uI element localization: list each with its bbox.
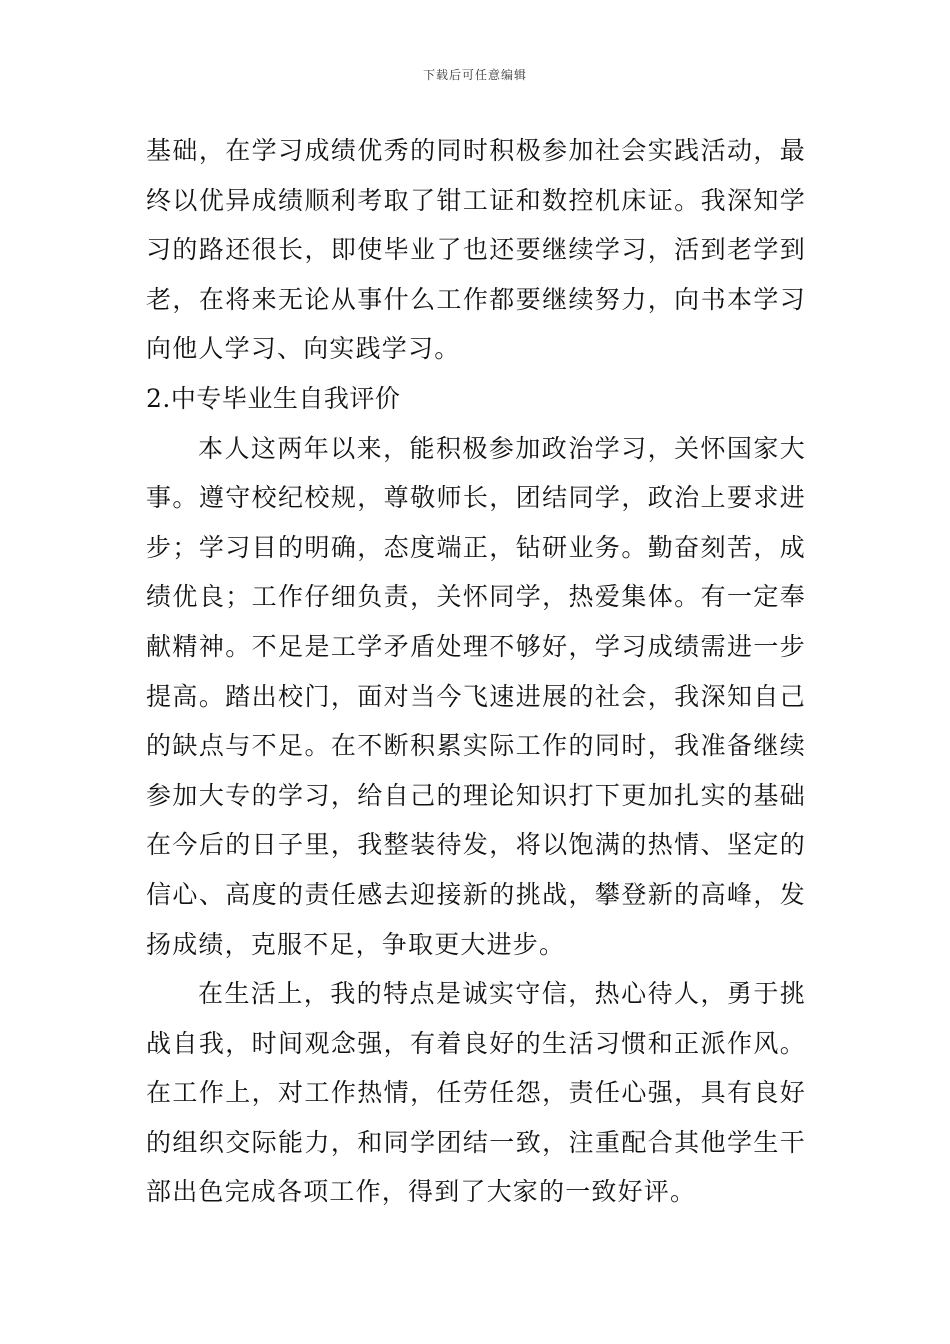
- document-body: [146, 126, 806, 1217]
- section-heading: 2.中专毕业生自我评价: [146, 383, 401, 413]
- paragraph-continuation: 基础，在学习成绩优秀的同时积极参加社会实践活动，最终以优异成绩顺利考取了钳工证和数控机床证。我深知学习的路还很长，即使毕业了也还要继续学习，活到老学到老，在将来无论从事什么工作都要继续努力，向书本学习向他人学习、向实践学习。: [146, 136, 806, 364]
- paragraph-self-evaluation: 本人这两年以来，能积极参加政治学习，关怀国家大事。遵守校纪校规，尊敬师长，团结同学，政治上要求进步；学习目的明确，态度端正，钻研业务。勤奋刻苦，成绩优良；工作仔细负责，关怀同学，热爱集体。有一定奉献精神。不足是工学矛盾处理不够好，学习成绩需进一步提高。踏出校门，面对当今飞速进展的社会，我深知自己的缺点与不足。在不断积累实际工作的同时，我准备继续参加大专的学习，给自己的理论知识打下更加扎实的基础在今后的日子里，我整装待发，将以饱满的热情、坚定的信心、高度的责任感去迎接新的挑战，攀登新的高峰，发扬成绩，克服不足，争取更大进步。: [146, 433, 806, 959]
- page-header: 下载后可任意编辑: [422, 68, 527, 82]
- paragraph-life-and-work: 在生活上，我的特点是诚实守信，热心待人，勇于挑战自我，时间观念强，有着良好的生活习惯和正派作风。在工作上，对工作热情，任劳任怨，责任心强，具有良好的组织交际能力，和同学团结一致，注重配合其他学生干部出色完成各项工作，得到了大家的一致好评。: [146, 979, 806, 1207]
